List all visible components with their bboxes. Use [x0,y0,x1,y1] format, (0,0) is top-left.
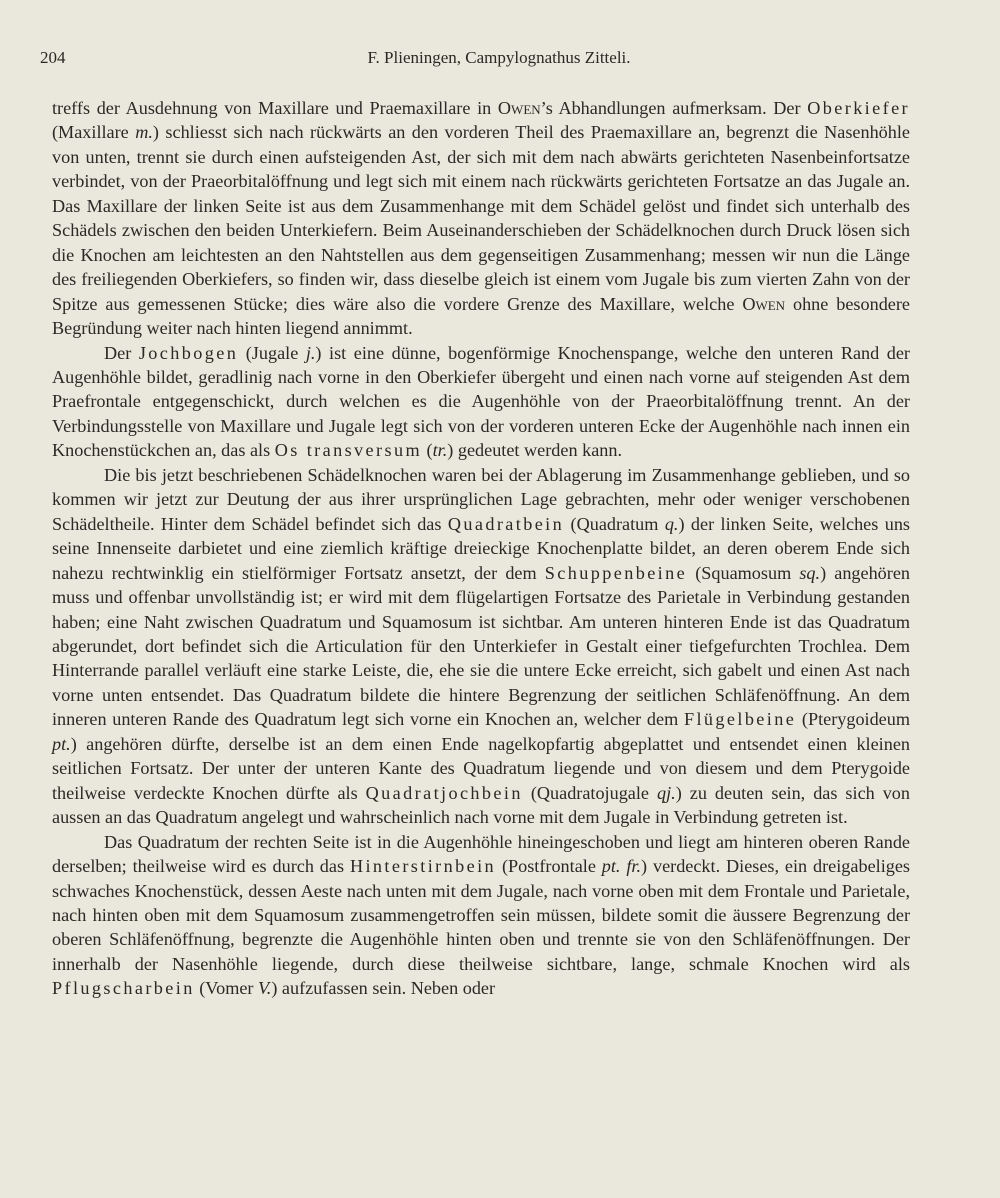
text-run: Der [104,342,139,363]
page-number: 204 [40,48,66,67]
paragraph-oberkiefer [52,96,910,341]
text-run: ) schliesst sich nach rückwärts an den vorderen Theil des Praemaxillare an, begrenzt die Nasenhöhle von unten, trennt sie durch einen aufsteigenden Ast, der sich mit dem nach abwärts gerichteten Nasenbeinfortsatze verbindet, von der Praeorbitalöffnung und legt sich mit einem nach rückwärts gerichteten Fortsatze an das Jugale an. Das Maxillare der linken Seite ist aus dem Zusammenhange mit dem Schädel gelöst und findet sich unterhalb des Schädels zwischen den beiden Unterkiefern. Beim Auseinanderschieben der Schädelknochen durch Druck lösen sich die Knochen am leichtesten an den Nahtstellen aus dem gegenseitigen Zusammenhang; messen wir nun die Länge des freiliegenden Oberkiefers, so finden wir, dass dieselbe gleich ist einem vom Jugale bis zum vierten Zahn von der Spitze aus gemessenen Stücke; dies wäre also die vordere Grenze des Maxillare, welche [52,122,910,314]
paragraph-quadratum-rechts [52,830,910,1001]
text-run: (Quadratojugale [522,782,657,803]
text-run: Das Quadratum der rechten Seite ist in die Augenhöhle hineingeschoben und liegt am hinteren oberen Rande derselben; theilweise wird es durch das [52,831,910,877]
text-run: ’s Abhandlungen aufmerksam. Der [540,98,808,118]
text-run: ) gedeutet werden kann. [447,440,623,461]
text-run: (Jugale [238,342,306,363]
text-run: ) ist eine dünne, bogenförmige Knochenspange, welche den unteren Rand der Augenhöhle bildet, geradlinig nach vorne in den Oberkiefer übergeht und einen nach vorne auf steigenden Ast dem Praefrontale entgegenschickt, durch welchen es die Augenhöhle von der Praeorbitalöffnung trennt. An der Verbindungsstelle von Maxillare und Jugale legt sich von der vorderen unteren Ecke der Augenhöhle nach innen ein Knochenstückchen an, das als [52,342,910,461]
text-run: ) angehören dürfte, derselbe ist an dem einen Ende nagelkopfartig abgeplattet und entsendet einen kleinen seitlichen Fortsatz. Der unter der unteren Kante des Quadratum liegende und von diesem und dem Pterygoide theilweise verdeckte Knochen dürfte als [52,733,910,803]
spaced-term: Os transversum [274,440,422,461]
text-run: (Squamosum [687,562,800,583]
small-caps-name: Owen [497,98,541,118]
body-text [52,96,910,1001]
paragraph-jochbogen [52,341,910,463]
spaced-term: Jochbogen [138,342,239,363]
italic-abbreviation: sq. [799,562,821,583]
text-run: treffs der Ausdehnung von Maxillare und Praemaxillare in [52,98,498,118]
text-run: ( [422,440,433,461]
spaced-term: Pflugscharbein [52,978,195,999]
text-run: ) zu deuten sein, das sich von aussen an das Quadratum angelegt und wahrscheinlich nach vorne mit dem Jugale in Verbindung getreten ist. [52,782,910,828]
italic-abbreviation: m. [135,122,153,143]
spaced-term: Flügelbeine [683,709,797,730]
italic-abbreviation: qj. [657,782,676,803]
small-caps-name: Owen [742,293,786,314]
running-header [40,44,928,72]
text-run: (Maxillare [52,122,136,143]
italic-abbreviation: q. [664,513,679,534]
text-run: ) der linken Seite, welches uns seine Innenseite darbietet und eine ziemlich kräftige dreieckige Knochenplatte bildet, an deren oberem Ende sich nahezu rechtwinklig ein stielförmiger Fortsatz ansetzt, der dem [52,513,910,583]
italic-abbreviation: V. [258,978,272,999]
text-run: Die bis jetzt beschriebenen Schädelknochen waren bei der Ablagerung im Zusammenhange geblieben, und so kommen wir jetzt zur Deutung der aus ihrer ursprünglichen Lage gebrachten, mehr oder weniger verschobenen Schädeltheile. Hinter dem Schädel befindet sich das [52,464,910,534]
text-run: (Quadratum [564,513,665,534]
spaced-term: Oberkiefer [807,98,910,118]
italic-abbreviation: j. [305,342,316,363]
text-run: (Postfrontale [496,856,602,877]
italic-abbreviation: pt. fr. [601,856,642,877]
text-run: (Vomer [194,978,259,999]
text-run: ohne besondere Begründung weiter nach hinten liegend annimmt. [52,293,910,339]
spaced-term: Schuppenbeine [544,562,688,583]
text-run: (Pterygoideum [796,709,910,730]
italic-abbreviation: tr. [432,440,448,461]
paragraph-quadratbein [52,463,910,830]
spaced-term: Hinterstirnbein [349,856,497,877]
italic-abbreviation: pt. [52,733,71,754]
text-run: ) verdeckt. Dieses, ein dreigabeliges schwaches Knochenstück, dessen Aeste nach unten mit dem Jugale, nach vorne oben mit dem Frontale und Parietale, nach hinten oben mit dem Squamosum zusammengetroffen sein müssen, bildete somit die äussere Begrenzung der oberen Schläfenöffnung, begrenzte die Augenhöhle hinten oben und trennte sie von den Schläfenöffnungen. Der innerhalb der Nasenhöhle liegende, durch diese theilweise sichtbare, lange, schmale Knochen wird als [52,856,910,974]
running-title: F. Plieningen, Campylognathus Zitteli. [367,48,631,67]
text-run: ) aufzufassen sein. Neben oder [271,978,496,999]
text-run: ) angehören muss und offenbar unvollständig ist; er wird mit dem flügelartigen Fortsatze des Parietale in Verbindung gestanden haben; eine Naht zwischen Quadratum und Squamosum ist sichtbar. Am unteren hinteren Ende ist das Quadratum abgerundet, dort befindet sich die Articulation für den Unterkiefer in Gestalt einer tiefgefurchten Trochlea. Dem Hinterrande parallel verläuft eine starke Leiste, die, ehe sie die untere Ecke erreicht, sich gabelt und einen Ast nach vorne unten entsendet. Das Quadratum bildete die hintere Begrenzung der seitlichen Schläfenöffnung. An dem inneren unteren Rande des Quadratum legt sich vorne ein Knochen an, welcher dem [52,562,910,730]
spaced-term: Quadratjochbein [365,782,523,803]
spaced-term: Quadratbein [447,513,565,534]
